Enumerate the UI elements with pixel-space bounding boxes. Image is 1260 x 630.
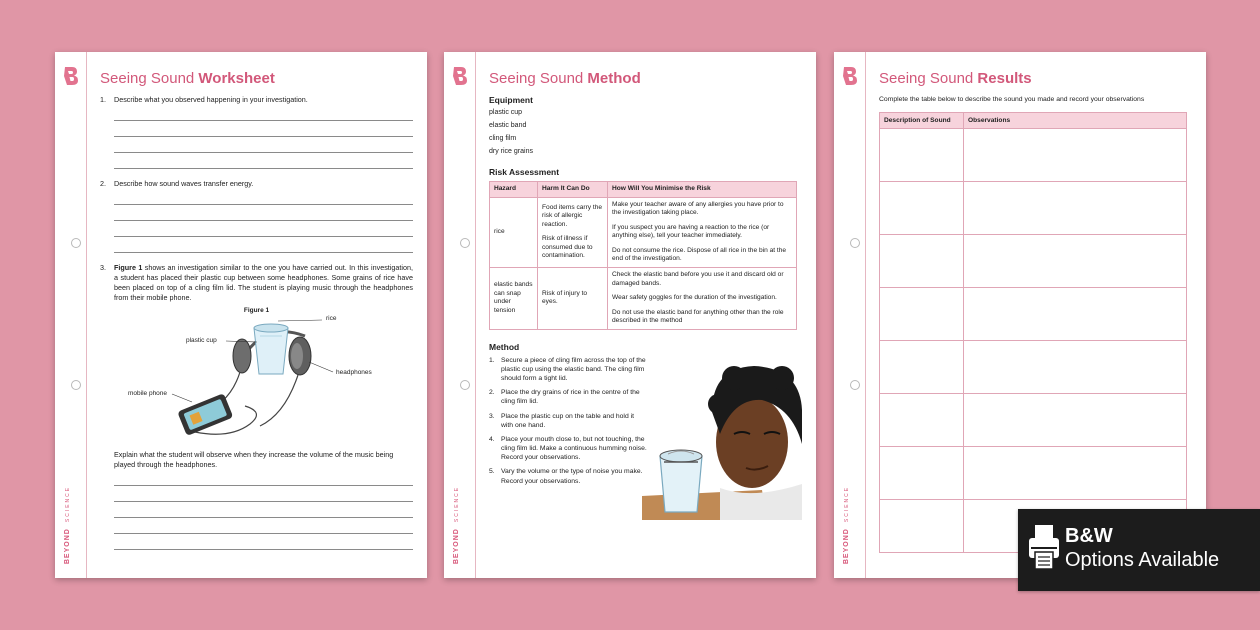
list-item: 3. Place the plastic cup on the table and hold it with one hand. xyxy=(489,412,635,429)
punch-hole xyxy=(71,380,81,390)
brand-vertical: BEYOND SCIENCE xyxy=(843,485,850,564)
equipment-item: dry rice grains xyxy=(489,148,533,155)
list-item: 2. Place the dry grains of rice in the centre of the cling film lid. xyxy=(489,389,640,406)
risk-header: Harm It Can Do xyxy=(538,182,608,198)
margin-line xyxy=(86,52,87,578)
results-header: Description of Sound xyxy=(880,113,964,129)
method-page xyxy=(444,52,816,578)
risk-table xyxy=(489,181,797,330)
punch-hole xyxy=(71,238,81,248)
harm-cell: Risk of injury to eyes. xyxy=(538,267,608,329)
method-heading: Method xyxy=(489,341,520,352)
figure-title: Figure 1 xyxy=(243,307,270,315)
punch-hole xyxy=(460,238,470,248)
answer-lines[interactable] xyxy=(114,111,413,169)
minimise-cell: Make your teacher aware of any allergies you have prior to the investigation taking place. If you suspect you are having a reaction to the rice (or anything else), tell your teacher immediately. Do not consume the rice. Dispose of all rice in the bin at the end of the investigation. xyxy=(608,197,797,267)
equipment-list xyxy=(489,109,802,155)
question-2: 2. Describe how sound waves transfer energy. xyxy=(100,179,254,189)
figure-1 xyxy=(100,314,413,444)
label-headphones: headphones xyxy=(336,369,372,377)
hazard-cell: rice xyxy=(490,197,538,267)
table-row[interactable] xyxy=(880,235,1187,288)
label-mobile-phone: mobile phone xyxy=(128,390,168,398)
label-rice: rice xyxy=(326,315,337,323)
label-plastic-cup: plastic cup xyxy=(186,337,217,345)
equipment-item: plastic cup xyxy=(489,109,523,116)
question-3: 3. Figure 1 shows an investigation similar to the one you have carried out. In this investigation, a student has placed their plastic cup between some headphones. Some grains of rice have been placed on top of a cling film lid. The student is playing music through the headphones from their mobile phone. xyxy=(100,263,413,303)
punch-hole xyxy=(460,380,470,390)
printer-icon xyxy=(1028,521,1060,577)
table-row xyxy=(490,197,797,267)
table-row[interactable] xyxy=(880,288,1187,341)
risk-header: Hazard xyxy=(490,182,538,198)
badge-subtitle: Options Available xyxy=(1065,549,1220,571)
beyond-logo-icon xyxy=(452,66,468,86)
worksheet-page xyxy=(55,52,427,578)
headphones-cup-phone-illustration xyxy=(100,314,410,444)
table-row[interactable] xyxy=(880,341,1187,394)
answer-lines[interactable] xyxy=(114,476,413,550)
list-item: 4. Place your mouth close to, but not touching, the cling film lid. Make a continuous humming noise. Record your observations. xyxy=(489,435,647,462)
page-title: Seeing Sound Method xyxy=(489,70,641,87)
margin-line xyxy=(865,52,866,578)
punch-hole xyxy=(850,380,860,390)
table-row[interactable] xyxy=(880,394,1187,447)
hazard-cell: elastic bands can snap under tension xyxy=(490,267,538,329)
table-row[interactable] xyxy=(880,129,1187,182)
harm-cell: Food items carry the risk of allergic reaction. Risk of illness if consumed due to contamination. xyxy=(538,197,608,267)
table-row xyxy=(490,267,797,329)
margin-line xyxy=(475,52,476,578)
risk-header: How Will You Minimise the Risk xyxy=(608,182,797,198)
results-header: Observations xyxy=(964,113,1187,129)
results-instruction: Complete the table below to describe the sound you made and record your observations xyxy=(879,96,1145,103)
risk-heading: Risk Assessment xyxy=(489,167,560,177)
brand-vertical: BEYOND SCIENCE xyxy=(64,485,71,564)
list-item: 5. Vary the volume or the type of noise you make. Record your observations. xyxy=(489,468,643,485)
list-item: 1. Secure a piece of cling film across the top of the plastic cup using the elastic band. The cling film should form a tight lid. xyxy=(489,356,646,383)
bw-options-badge xyxy=(1018,509,1260,591)
results-page xyxy=(834,52,1206,578)
badge-title: B&W xyxy=(1065,525,1113,547)
equipment-item: cling film xyxy=(489,135,517,142)
question-1: 1. Describe what you observed happening in your investigation. xyxy=(100,95,308,104)
table-row[interactable] xyxy=(880,182,1187,235)
page-title: Seeing Sound Worksheet xyxy=(100,70,275,87)
results-table xyxy=(879,112,1187,553)
beyond-logo-icon xyxy=(63,66,79,86)
answer-lines[interactable] xyxy=(114,195,413,253)
method-steps xyxy=(489,356,647,486)
punch-hole xyxy=(850,238,860,248)
page-title: Seeing Sound Results xyxy=(879,70,1032,87)
equipment-item: elastic band xyxy=(489,122,527,129)
beyond-logo-icon xyxy=(842,66,858,86)
equipment-heading: Equipment xyxy=(489,95,533,105)
minimise-cell: Check the elastic band before you use it and discard old or damaged bands. Wear safety goggles for the duration of the investigation. Do not use the elastic band for anything other than the role described in the method xyxy=(608,267,797,329)
table-row[interactable] xyxy=(880,447,1187,500)
question-3-follow-up: Explain what the student will observe when they increase the volume of the music being played through the headphones. xyxy=(114,450,394,470)
brand-vertical: BEYOND SCIENCE xyxy=(453,485,460,564)
student-humming-illustration xyxy=(642,364,802,520)
